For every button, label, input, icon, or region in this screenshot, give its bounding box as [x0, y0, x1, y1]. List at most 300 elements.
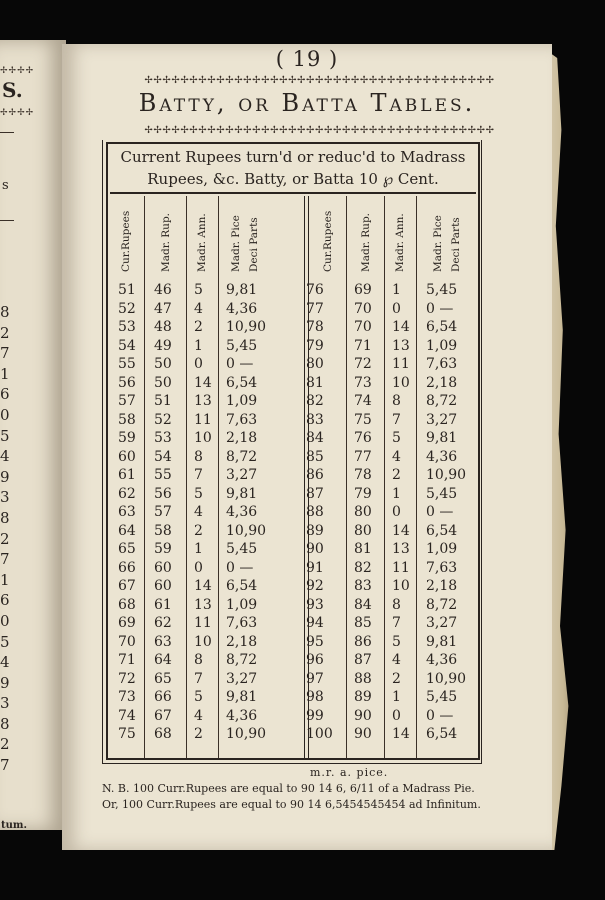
cell-madr-ann: 8 — [194, 448, 203, 465]
table-row — [112, 430, 290, 449]
page-number: ( 19 ) — [275, 47, 339, 71]
header-deci-parts: Deci Parts — [450, 217, 462, 272]
cell-madr-pice: 8,72 — [426, 596, 458, 613]
table-row — [300, 671, 478, 690]
cell-madr-ann: 4 — [194, 504, 203, 520]
cell-madr-ann: 1 — [194, 337, 203, 354]
cell-madr-ann: 8 — [194, 652, 203, 668]
cell-madr-pice: 4,36 — [226, 707, 258, 724]
cell-madr-ann: 2 — [194, 319, 203, 335]
table-row — [300, 301, 478, 320]
table-row — [300, 634, 478, 653]
cell-cur-rupees: 80 — [306, 356, 324, 372]
cell-cur-rupees: 93 — [306, 596, 324, 613]
cell-madr-ann: 4 — [392, 448, 401, 465]
previous-page-digit: 7 — [0, 550, 10, 569]
cell-madr-rup: 76 — [354, 430, 372, 446]
cell-cur-rupees: 73 — [118, 689, 136, 705]
cell-cur-rupees: 70 — [118, 633, 136, 650]
previous-page-digit: 4 — [0, 447, 10, 466]
column-headers — [112, 196, 290, 278]
footer-or-note: Or, 100 Curr.Rupees are equal to 90 14 6,5454545454 ad Infinitum. — [102, 798, 481, 811]
header-madr-ann: Madr. Ann. — [394, 213, 406, 272]
cell-madr-pice: 4,36 — [226, 504, 258, 520]
cell-madr-ann: 5 — [194, 689, 203, 705]
cell-madr-rup: 86 — [354, 633, 372, 650]
cell-madr-pice: 7,63 — [426, 559, 458, 576]
cell-madr-rup: 59 — [154, 541, 172, 557]
cell-cur-rupees: 79 — [306, 337, 324, 354]
table-row — [112, 282, 290, 301]
cell-cur-rupees: 69 — [118, 615, 136, 631]
cell-madr-ann: 4 — [392, 652, 401, 668]
cell-madr-pice: 0 — — [426, 504, 454, 520]
cell-madr-rup: 77 — [354, 448, 372, 465]
previous-page-heading-fragment: S. — [2, 78, 23, 102]
table-row — [112, 338, 290, 357]
cell-madr-pice: 0 — — [226, 559, 254, 576]
header-madr-rup: Madr. Rup. — [160, 212, 172, 272]
cell-madr-ann: 1 — [194, 541, 203, 557]
cell-madr-pice: 4,36 — [226, 300, 258, 317]
cell-madr-rup: 49 — [154, 337, 172, 354]
previous-page-digit: 6 — [0, 385, 10, 404]
cell-madr-rup: 81 — [354, 541, 372, 557]
cell-madr-rup: 78 — [354, 467, 372, 483]
previous-page-caption-fragment: s — [2, 178, 9, 193]
cell-madr-ann: 1 — [392, 282, 401, 298]
previous-page-digit: 2 — [0, 735, 10, 754]
cell-madr-ann: 14 — [194, 374, 212, 391]
cell-madr-rup: 60 — [154, 578, 172, 594]
cell-cur-rupees: 61 — [118, 467, 136, 483]
table-row — [300, 449, 478, 468]
cell-cur-rupees: 59 — [118, 430, 136, 446]
cell-madr-rup: 73 — [354, 374, 372, 391]
cell-madr-pice: 1,09 — [226, 596, 258, 613]
cell-madr-rup: 61 — [154, 596, 172, 613]
cell-cur-rupees: 71 — [118, 652, 136, 668]
previous-page-ornament-bottom: ✢✢✢✢ — [0, 108, 35, 118]
cell-madr-ann: 10 — [392, 374, 410, 391]
cell-cur-rupees: 78 — [306, 319, 324, 335]
cell-cur-rupees: 92 — [306, 578, 324, 594]
table-row — [112, 504, 290, 523]
cell-madr-pice: 7,63 — [226, 411, 258, 428]
cell-madr-ann: 7 — [194, 467, 203, 483]
cell-madr-ann: 14 — [392, 726, 410, 742]
cell-madr-ann: 7 — [392, 411, 401, 428]
cell-cur-rupees: 85 — [306, 448, 324, 465]
previous-page-digit: 5 — [0, 426, 10, 445]
cell-madr-rup: 82 — [354, 559, 372, 576]
table-row — [112, 652, 290, 671]
cell-cur-rupees: 75 — [118, 726, 136, 742]
cell-madr-ann: 5 — [392, 633, 401, 650]
cell-madr-rup: 50 — [154, 356, 172, 372]
cell-madr-ann: 4 — [194, 707, 203, 724]
cell-cur-rupees: 99 — [306, 707, 324, 724]
cell-madr-pice: 1,09 — [426, 337, 458, 354]
cell-cur-rupees: 81 — [306, 374, 324, 391]
table-row — [300, 541, 478, 560]
table-row — [112, 393, 290, 412]
table-row — [300, 726, 478, 745]
table-caption-line-1: Current Rupees turn'd or reduc'd to Madrass — [120, 148, 466, 166]
cell-madr-pice: 2,18 — [426, 578, 458, 594]
cell-madr-pice: 5,45 — [226, 337, 258, 354]
cell-cur-rupees: 54 — [118, 337, 136, 354]
cell-madr-rup: 90 — [354, 726, 372, 742]
cell-madr-pice: 2,18 — [226, 633, 258, 650]
cell-madr-rup: 87 — [354, 652, 372, 668]
cell-madr-rup: 80 — [354, 522, 372, 539]
previous-page-edge — [0, 40, 66, 830]
batta-table — [106, 142, 480, 760]
table-row — [112, 634, 290, 653]
cell-madr-pice: 3,27 — [226, 670, 258, 687]
previous-page-digit: 1 — [0, 570, 10, 589]
cell-madr-rup: 80 — [354, 504, 372, 520]
cell-madr-rup: 48 — [154, 319, 172, 335]
cell-madr-rup: 67 — [154, 707, 172, 724]
cell-cur-rupees: 86 — [306, 467, 324, 483]
cell-madr-ann: 2 — [194, 726, 203, 742]
cell-madr-rup: 84 — [354, 596, 372, 613]
cell-madr-ann: 13 — [392, 541, 410, 557]
cell-cur-rupees: 77 — [306, 300, 324, 317]
cell-madr-ann: 4 — [194, 300, 203, 317]
table-row — [112, 375, 290, 394]
cell-madr-pice: 8,72 — [226, 448, 258, 465]
cell-madr-ann: 10 — [392, 578, 410, 594]
cell-madr-ann: 5 — [194, 282, 203, 298]
table-row — [112, 560, 290, 579]
cell-madr-pice: 9,81 — [426, 430, 458, 446]
cell-madr-pice: 0 — — [226, 356, 254, 372]
cell-madr-pice: 5,45 — [226, 541, 258, 557]
previous-page-digit: 6 — [0, 591, 10, 610]
table-row — [112, 726, 290, 745]
table-row — [112, 708, 290, 727]
cell-madr-ann: 8 — [392, 393, 401, 409]
header-madr-pice: Madr. Pice — [230, 215, 242, 272]
header-madr-ann: Madr. Ann. — [196, 213, 208, 272]
cell-madr-pice: 5,45 — [426, 282, 458, 298]
cell-madr-rup: 62 — [154, 615, 172, 631]
table-row — [112, 689, 290, 708]
column-headers — [300, 196, 478, 278]
table-rows-right — [300, 282, 478, 745]
table-row — [112, 356, 290, 375]
table-row — [300, 282, 478, 301]
cell-madr-ann: 5 — [194, 485, 203, 502]
cell-madr-ann: 0 — [194, 559, 203, 576]
cell-madr-ann: 0 — [392, 504, 401, 520]
table-row — [300, 560, 478, 579]
cell-madr-pice: 9,81 — [226, 689, 258, 705]
previous-page-digit: 0 — [0, 405, 10, 424]
cell-cur-rupees: 56 — [118, 374, 136, 391]
cell-cur-rupees: 90 — [306, 541, 324, 557]
cell-cur-rupees: 68 — [118, 596, 136, 613]
cell-madr-pice: 4,36 — [426, 652, 458, 668]
table-row — [300, 708, 478, 727]
cell-madr-rup: 57 — [154, 504, 172, 520]
cell-madr-pice: 1,09 — [226, 393, 258, 409]
cell-madr-ann: 13 — [194, 393, 212, 409]
cell-madr-ann: 14 — [194, 578, 212, 594]
cell-madr-rup: 70 — [354, 300, 372, 317]
previous-page-digit: 8 — [0, 508, 10, 527]
cell-madr-pice: 3,27 — [426, 615, 458, 631]
cell-madr-ann: 14 — [392, 522, 410, 539]
cell-madr-pice: 10,90 — [226, 726, 267, 742]
cell-cur-rupees: 65 — [118, 541, 136, 557]
cell-madr-pice: 6,54 — [426, 726, 458, 742]
previous-page-digit: 9 — [0, 673, 10, 692]
cell-madr-pice: 8,72 — [226, 652, 258, 668]
cell-cur-rupees: 87 — [306, 485, 324, 502]
cell-madr-pice: 8,72 — [426, 393, 458, 409]
table-row — [300, 393, 478, 412]
cell-madr-rup: 89 — [354, 689, 372, 705]
cell-madr-ann: 2 — [392, 670, 401, 687]
cell-madr-ann: 0 — [194, 356, 203, 372]
table-row — [300, 615, 478, 634]
previous-page-digit: 3 — [0, 488, 10, 507]
footer-units: m.r. a. pice. — [310, 766, 389, 779]
cell-cur-rupees: 55 — [118, 356, 136, 372]
cell-cur-rupees: 72 — [118, 670, 136, 687]
previous-page-digit: 9 — [0, 467, 10, 486]
cell-cur-rupees: 88 — [306, 504, 324, 520]
cell-madr-ann: 1 — [392, 485, 401, 502]
cell-madr-pice: 10,90 — [426, 467, 467, 483]
table-row — [300, 486, 478, 505]
table-row — [112, 412, 290, 431]
cell-cur-rupees: 63 — [118, 504, 136, 520]
cell-madr-pice: 6,54 — [426, 319, 458, 335]
previous-page-rule — [0, 132, 14, 133]
cell-madr-pice: 1,09 — [426, 541, 458, 557]
previous-page-digit-column — [0, 302, 12, 776]
table-row — [300, 578, 478, 597]
cell-cur-rupees: 95 — [306, 633, 324, 650]
cell-madr-pice: 3,27 — [226, 467, 258, 483]
previous-page-digit: 4 — [0, 653, 10, 672]
cell-cur-rupees: 91 — [306, 559, 324, 576]
cell-madr-rup: 56 — [154, 485, 172, 502]
cell-cur-rupees: 82 — [306, 393, 324, 409]
cell-madr-rup: 58 — [154, 522, 172, 539]
cell-cur-rupees: 98 — [306, 689, 324, 705]
cell-madr-ann: 8 — [392, 596, 401, 613]
cell-cur-rupees: 97 — [306, 670, 324, 687]
cell-madr-pice: 5,45 — [426, 485, 458, 502]
cell-cur-rupees: 52 — [118, 300, 136, 317]
cell-cur-rupees: 96 — [306, 652, 324, 668]
cell-madr-pice: 2,18 — [226, 430, 258, 446]
table-row — [112, 301, 290, 320]
cell-madr-ann: 13 — [194, 596, 212, 613]
cell-madr-ann: 0 — [392, 707, 401, 724]
cell-madr-rup: 75 — [354, 411, 372, 428]
table-row — [112, 319, 290, 338]
cell-madr-rup: 55 — [154, 467, 172, 483]
table-row — [112, 467, 290, 486]
previous-page-rule — [0, 220, 14, 221]
table-row — [112, 615, 290, 634]
table-row — [300, 467, 478, 486]
cell-cur-rupees: 76 — [306, 282, 324, 298]
cell-cur-rupees: 74 — [118, 707, 136, 724]
previous-page-digit: 8 — [0, 714, 10, 733]
table-row — [112, 449, 290, 468]
cell-madr-ann: 1 — [392, 689, 401, 705]
cell-madr-rup: 65 — [154, 670, 172, 687]
cell-madr-rup: 72 — [354, 356, 372, 372]
cell-madr-pice: 9,81 — [426, 633, 458, 650]
cell-madr-ann: 13 — [392, 337, 410, 354]
cell-madr-pice: 10,90 — [226, 319, 267, 335]
cell-madr-ann: 10 — [194, 633, 212, 650]
previous-page-digit: 2 — [0, 323, 10, 342]
table-row — [300, 356, 478, 375]
cell-madr-pice: 7,63 — [226, 615, 258, 631]
previous-page-digit: 5 — [0, 632, 10, 651]
cell-cur-rupees: 66 — [118, 559, 136, 576]
book-page — [62, 44, 552, 850]
cell-madr-rup: 64 — [154, 652, 172, 668]
table-row — [300, 430, 478, 449]
cell-cur-rupees: 67 — [118, 578, 136, 594]
cell-madr-rup: 83 — [354, 578, 372, 594]
cell-cur-rupees: 89 — [306, 522, 324, 539]
cell-madr-ann: 7 — [194, 670, 203, 687]
cell-madr-ann: 11 — [194, 411, 212, 428]
cell-madr-pice: 5,45 — [426, 689, 458, 705]
cell-cur-rupees: 94 — [306, 615, 324, 631]
cell-madr-rup: 88 — [354, 670, 372, 687]
footer-nb-note: N. B. 100 Curr.Rupees are equal to 90 14 6, 6/11 of a Madrass Pie. — [102, 782, 475, 795]
cell-madr-pice: 7,63 — [426, 356, 458, 372]
cell-madr-rup: 52 — [154, 411, 172, 428]
cell-madr-rup: 51 — [154, 393, 172, 409]
cell-madr-pice: 10,90 — [226, 522, 267, 539]
cell-madr-rup: 68 — [154, 726, 172, 742]
cell-madr-rup: 50 — [154, 374, 172, 391]
cell-cur-rupees: 100 — [306, 726, 333, 742]
cell-madr-rup: 54 — [154, 448, 172, 465]
cell-madr-rup: 66 — [154, 689, 172, 705]
cell-madr-rup: 53 — [154, 430, 172, 446]
table-row — [300, 412, 478, 431]
cell-madr-ann: 0 — [392, 300, 401, 317]
table-row — [300, 689, 478, 708]
cell-madr-pice: 0 — — [426, 707, 454, 724]
cell-madr-rup: 71 — [354, 337, 372, 354]
cell-madr-rup: 60 — [154, 559, 172, 576]
table-row — [112, 597, 290, 616]
cell-cur-rupees: 57 — [118, 393, 136, 409]
cell-madr-rup: 47 — [154, 300, 172, 317]
cell-madr-pice: 6,54 — [226, 374, 258, 391]
previous-page-digit: 0 — [0, 611, 10, 630]
cell-madr-rup: 90 — [354, 707, 372, 724]
cell-madr-pice: 2,18 — [426, 374, 458, 391]
cell-madr-pice: 6,54 — [426, 522, 458, 539]
header-madr-rup: Madr. Rup. — [360, 212, 372, 272]
table-half-right — [300, 196, 478, 758]
table-row — [112, 671, 290, 690]
cell-madr-ann: 5 — [392, 430, 401, 446]
cell-cur-rupees: 58 — [118, 411, 136, 428]
table-row — [300, 319, 478, 338]
cell-cur-rupees: 62 — [118, 485, 136, 502]
table-row — [300, 338, 478, 357]
previous-page-digit: 1 — [0, 364, 10, 383]
cell-madr-rup: 70 — [354, 319, 372, 335]
cell-madr-rup: 63 — [154, 633, 172, 650]
table-row — [300, 523, 478, 542]
cell-cur-rupees: 60 — [118, 448, 136, 465]
previous-page-digit: 2 — [0, 529, 10, 548]
cell-madr-rup: 74 — [354, 393, 372, 409]
cell-cur-rupees: 53 — [118, 319, 136, 335]
cell-madr-ann: 11 — [392, 356, 410, 372]
previous-page-footer-fragment: tum. — [1, 820, 27, 830]
table-row — [112, 541, 290, 560]
table-caption — [110, 146, 476, 194]
previous-page-digit: 7 — [0, 756, 10, 775]
cell-madr-ann: 10 — [194, 430, 212, 446]
table-row — [300, 375, 478, 394]
cell-madr-ann: 11 — [392, 559, 410, 576]
header-deci-parts: Deci Parts — [248, 217, 260, 272]
table-half-left — [112, 196, 290, 758]
previous-page-ornament-top: ✢✢✢✢ — [0, 66, 35, 76]
ornament-rule-top: ✢✢✢✢✢✢✢✢✢✢✢✢✢✢✢✢✢✢✢✢✢✢✢✢✢✢✢✢✢✢✢✢✢✢✢✢✢✢✢ — [144, 75, 495, 86]
table-row — [300, 597, 478, 616]
table-rows-left — [112, 282, 290, 745]
previous-page-digit: 3 — [0, 694, 10, 713]
cell-madr-ann: 2 — [194, 522, 203, 539]
ornament-rule-bottom: ✢✢✢✢✢✢✢✢✢✢✢✢✢✢✢✢✢✢✢✢✢✢✢✢✢✢✢✢✢✢✢✢✢✢✢✢✢✢✢ — [144, 125, 495, 136]
cell-cur-rupees: 64 — [118, 522, 136, 539]
cell-madr-ann: 2 — [392, 467, 401, 483]
previous-page-digit: 8 — [0, 303, 10, 321]
cell-madr-pice: 3,27 — [426, 411, 458, 428]
cell-madr-rup: 79 — [354, 485, 372, 502]
cell-madr-rup: 46 — [154, 282, 172, 298]
cell-madr-pice: 9,81 — [226, 282, 258, 298]
previous-page-digit: 7 — [0, 344, 10, 363]
table-row — [112, 486, 290, 505]
header-madr-pice: Madr. Pice — [432, 215, 444, 272]
cell-madr-rup: 69 — [354, 282, 372, 298]
header-cur-rupees: Cur.Rupees — [120, 210, 132, 272]
cell-cur-rupees: 83 — [306, 411, 324, 428]
cell-madr-pice: 0 — — [426, 300, 454, 317]
table-row — [112, 578, 290, 597]
cell-madr-ann: 7 — [392, 615, 401, 631]
table-row — [300, 652, 478, 671]
header-cur-rupees: Cur.Rupees — [322, 210, 334, 272]
table-caption-line-2: Rupees, &c. Batty, or Batta 10 ℘ Cent. — [147, 170, 439, 188]
cell-madr-pice: 6,54 — [226, 578, 258, 594]
table-row — [300, 504, 478, 523]
